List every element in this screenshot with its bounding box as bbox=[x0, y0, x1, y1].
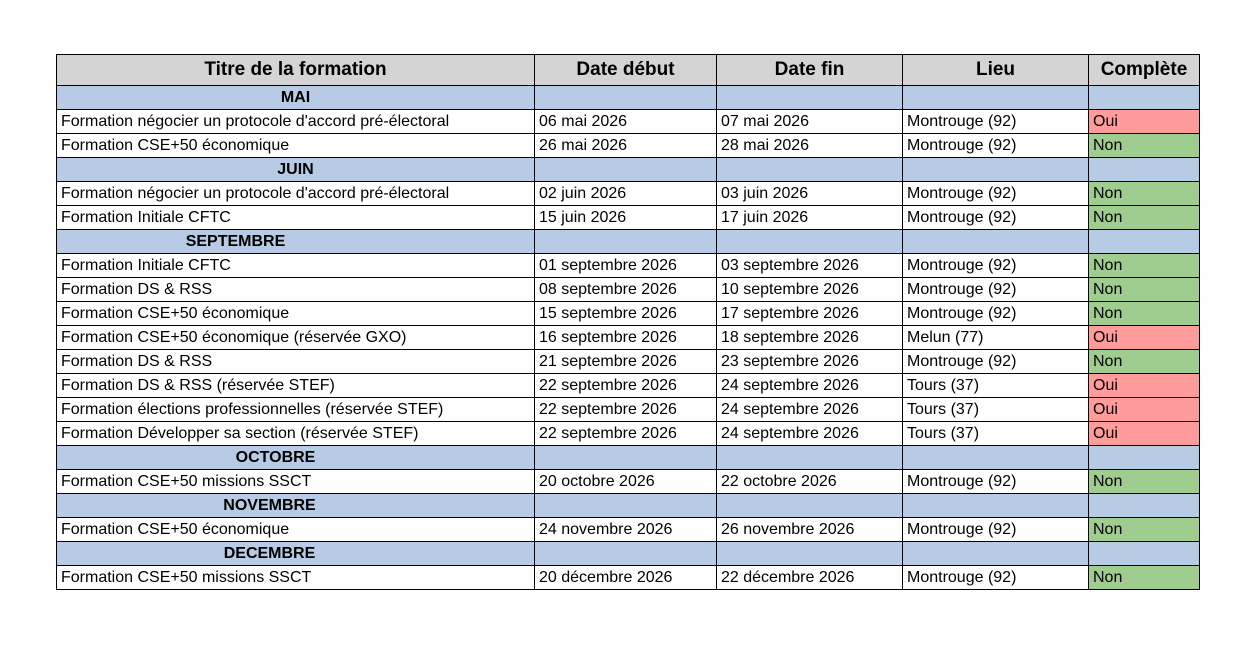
table-row bbox=[57, 470, 1200, 494]
place-cell: Montrouge (92) bbox=[903, 470, 1089, 494]
complete-status-cell: Non bbox=[1089, 206, 1200, 230]
course-title-cell: Formation CSE+50 missions SSCT bbox=[57, 566, 535, 590]
month-row-empty-cell bbox=[717, 86, 903, 110]
header-start-date: Date début bbox=[535, 55, 717, 86]
month-name: MAI bbox=[280, 88, 311, 106]
place-cell: Montrouge (92) bbox=[903, 302, 1089, 326]
course-title-cell: Formation CSE+50 économique bbox=[57, 134, 535, 158]
month-label bbox=[57, 158, 535, 182]
table-row bbox=[57, 302, 1200, 326]
end-date-cell: 07 mai 2026 bbox=[717, 110, 903, 134]
complete-status-cell: Oui bbox=[1089, 422, 1200, 446]
table-row bbox=[57, 422, 1200, 446]
month-row-empty-cell bbox=[903, 86, 1089, 110]
end-date-cell: 22 octobre 2026 bbox=[717, 470, 903, 494]
start-date-cell: 22 septembre 2026 bbox=[535, 398, 717, 422]
table-row bbox=[57, 182, 1200, 206]
header-complete: Complète bbox=[1089, 55, 1200, 86]
place-cell: Montrouge (92) bbox=[903, 206, 1089, 230]
start-date-cell: 06 mai 2026 bbox=[535, 110, 717, 134]
complete-status-cell: Non bbox=[1089, 254, 1200, 278]
header-place: Lieu bbox=[903, 55, 1089, 86]
month-label bbox=[57, 494, 535, 518]
course-title-cell: Formation CSE+50 économique (réservée GXO) bbox=[57, 326, 535, 350]
table-row bbox=[57, 374, 1200, 398]
start-date-cell: 20 décembre 2026 bbox=[535, 566, 717, 590]
place-cell: Montrouge (92) bbox=[903, 566, 1089, 590]
course-title-cell: Formation CSE+50 missions SSCT bbox=[57, 470, 535, 494]
table-row bbox=[57, 350, 1200, 374]
complete-status-cell: Non bbox=[1089, 518, 1200, 542]
course-title-cell: Formation DS & RSS bbox=[57, 278, 535, 302]
month-row-empty-cell bbox=[535, 446, 717, 470]
course-title-cell: Formation négocier un protocole d'accord pré-électoral bbox=[57, 182, 535, 206]
month-row-empty-cell bbox=[1089, 158, 1200, 182]
end-date-cell: 26 novembre 2026 bbox=[717, 518, 903, 542]
course-title-cell: Formation élections professionnelles (réservée STEF) bbox=[57, 398, 535, 422]
start-date-cell: 22 septembre 2026 bbox=[535, 422, 717, 446]
course-title-cell: Formation Développer sa section (réservée STEF) bbox=[57, 422, 535, 446]
end-date-cell: 28 mai 2026 bbox=[717, 134, 903, 158]
month-row-empty-cell bbox=[903, 542, 1089, 566]
complete-status-cell: Non bbox=[1089, 350, 1200, 374]
start-date-cell: 02 juin 2026 bbox=[535, 182, 717, 206]
complete-status-cell: Oui bbox=[1089, 374, 1200, 398]
month-row-empty-cell bbox=[1089, 86, 1200, 110]
month-name: SEPTEMBRE bbox=[185, 232, 286, 250]
start-date-cell: 26 mai 2026 bbox=[535, 134, 717, 158]
month-row-empty-cell bbox=[903, 158, 1089, 182]
place-cell: Montrouge (92) bbox=[903, 350, 1089, 374]
month-row-empty-cell bbox=[717, 158, 903, 182]
month-name: DECEMBRE bbox=[223, 544, 316, 562]
month-row-empty-cell bbox=[535, 230, 717, 254]
month-row bbox=[57, 446, 1200, 470]
header-row bbox=[57, 55, 1200, 86]
table-row bbox=[57, 566, 1200, 590]
start-date-cell: 24 novembre 2026 bbox=[535, 518, 717, 542]
header-title: Titre de la formation bbox=[57, 55, 535, 86]
schedule-body bbox=[57, 86, 1200, 590]
month-row-empty-cell bbox=[717, 494, 903, 518]
place-cell: Montrouge (92) bbox=[903, 254, 1089, 278]
month-label bbox=[57, 446, 535, 470]
month-row-empty-cell bbox=[1089, 542, 1200, 566]
course-title-cell: Formation DS & RSS bbox=[57, 350, 535, 374]
place-cell: Montrouge (92) bbox=[903, 182, 1089, 206]
course-title-cell: Formation Initiale CFTC bbox=[57, 254, 535, 278]
start-date-cell: 15 juin 2026 bbox=[535, 206, 717, 230]
complete-status-cell: Non bbox=[1089, 302, 1200, 326]
complete-status-cell: Non bbox=[1089, 134, 1200, 158]
complete-status-cell: Oui bbox=[1089, 110, 1200, 134]
month-row-empty-cell bbox=[535, 494, 717, 518]
month-row bbox=[57, 86, 1200, 110]
place-cell: Montrouge (92) bbox=[903, 110, 1089, 134]
header-end-date: Date fin bbox=[717, 55, 903, 86]
end-date-cell: 24 septembre 2026 bbox=[717, 374, 903, 398]
start-date-cell: 01 septembre 2026 bbox=[535, 254, 717, 278]
month-name: OCTOBRE bbox=[235, 448, 316, 466]
start-date-cell: 08 septembre 2026 bbox=[535, 278, 717, 302]
end-date-cell: 22 décembre 2026 bbox=[717, 566, 903, 590]
table-row bbox=[57, 254, 1200, 278]
end-date-cell: 03 juin 2026 bbox=[717, 182, 903, 206]
month-label bbox=[57, 86, 535, 110]
month-row-empty-cell bbox=[1089, 494, 1200, 518]
start-date-cell: 16 septembre 2026 bbox=[535, 326, 717, 350]
end-date-cell: 23 septembre 2026 bbox=[717, 350, 903, 374]
complete-status-cell: Non bbox=[1089, 182, 1200, 206]
place-cell: Montrouge (92) bbox=[903, 134, 1089, 158]
month-row-empty-cell bbox=[535, 86, 717, 110]
end-date-cell: 24 septembre 2026 bbox=[717, 422, 903, 446]
place-cell: Tours (37) bbox=[903, 422, 1089, 446]
start-date-cell: 15 septembre 2026 bbox=[535, 302, 717, 326]
month-row-empty-cell bbox=[1089, 230, 1200, 254]
month-row-empty-cell bbox=[717, 230, 903, 254]
month-row-empty-cell bbox=[1089, 446, 1200, 470]
place-cell: Montrouge (92) bbox=[903, 518, 1089, 542]
month-row bbox=[57, 230, 1200, 254]
table-row bbox=[57, 326, 1200, 350]
table-row bbox=[57, 110, 1200, 134]
month-row-empty-cell bbox=[535, 158, 717, 182]
place-cell: Melun (77) bbox=[903, 326, 1089, 350]
place-cell: Tours (37) bbox=[903, 374, 1089, 398]
month-row bbox=[57, 542, 1200, 566]
month-row bbox=[57, 494, 1200, 518]
end-date-cell: 17 juin 2026 bbox=[717, 206, 903, 230]
end-date-cell: 24 septembre 2026 bbox=[717, 398, 903, 422]
place-cell: Montrouge (92) bbox=[903, 278, 1089, 302]
end-date-cell: 17 septembre 2026 bbox=[717, 302, 903, 326]
start-date-cell: 22 septembre 2026 bbox=[535, 374, 717, 398]
complete-status-cell: Oui bbox=[1089, 326, 1200, 350]
course-title-cell: Formation Initiale CFTC bbox=[57, 206, 535, 230]
training-schedule-table bbox=[56, 54, 1200, 590]
start-date-cell: 21 septembre 2026 bbox=[535, 350, 717, 374]
month-row-empty-cell bbox=[717, 446, 903, 470]
place-cell: Tours (37) bbox=[903, 398, 1089, 422]
table-row bbox=[57, 134, 1200, 158]
course-title-cell: Formation CSE+50 économique bbox=[57, 518, 535, 542]
course-title-cell: Formation négocier un protocole d'accord pré-électoral bbox=[57, 110, 535, 134]
complete-status-cell: Non bbox=[1089, 566, 1200, 590]
table-row bbox=[57, 206, 1200, 230]
table-row bbox=[57, 398, 1200, 422]
end-date-cell: 18 septembre 2026 bbox=[717, 326, 903, 350]
month-row bbox=[57, 158, 1200, 182]
table-row bbox=[57, 278, 1200, 302]
month-row-empty-cell bbox=[535, 542, 717, 566]
table-row bbox=[57, 518, 1200, 542]
start-date-cell: 20 octobre 2026 bbox=[535, 470, 717, 494]
month-label bbox=[57, 542, 535, 566]
course-title-cell: Formation DS & RSS (réservée STEF) bbox=[57, 374, 535, 398]
month-row-empty-cell bbox=[903, 494, 1089, 518]
complete-status-cell: Non bbox=[1089, 470, 1200, 494]
month-row-empty-cell bbox=[903, 446, 1089, 470]
end-date-cell: 10 septembre 2026 bbox=[717, 278, 903, 302]
month-name: JUIN bbox=[277, 160, 314, 178]
month-label bbox=[57, 230, 535, 254]
month-row-empty-cell bbox=[903, 230, 1089, 254]
complete-status-cell: Oui bbox=[1089, 398, 1200, 422]
month-name: NOVEMBRE bbox=[223, 496, 316, 514]
complete-status-cell: Non bbox=[1089, 278, 1200, 302]
end-date-cell: 03 septembre 2026 bbox=[717, 254, 903, 278]
course-title-cell: Formation CSE+50 économique bbox=[57, 302, 535, 326]
month-row-empty-cell bbox=[717, 542, 903, 566]
